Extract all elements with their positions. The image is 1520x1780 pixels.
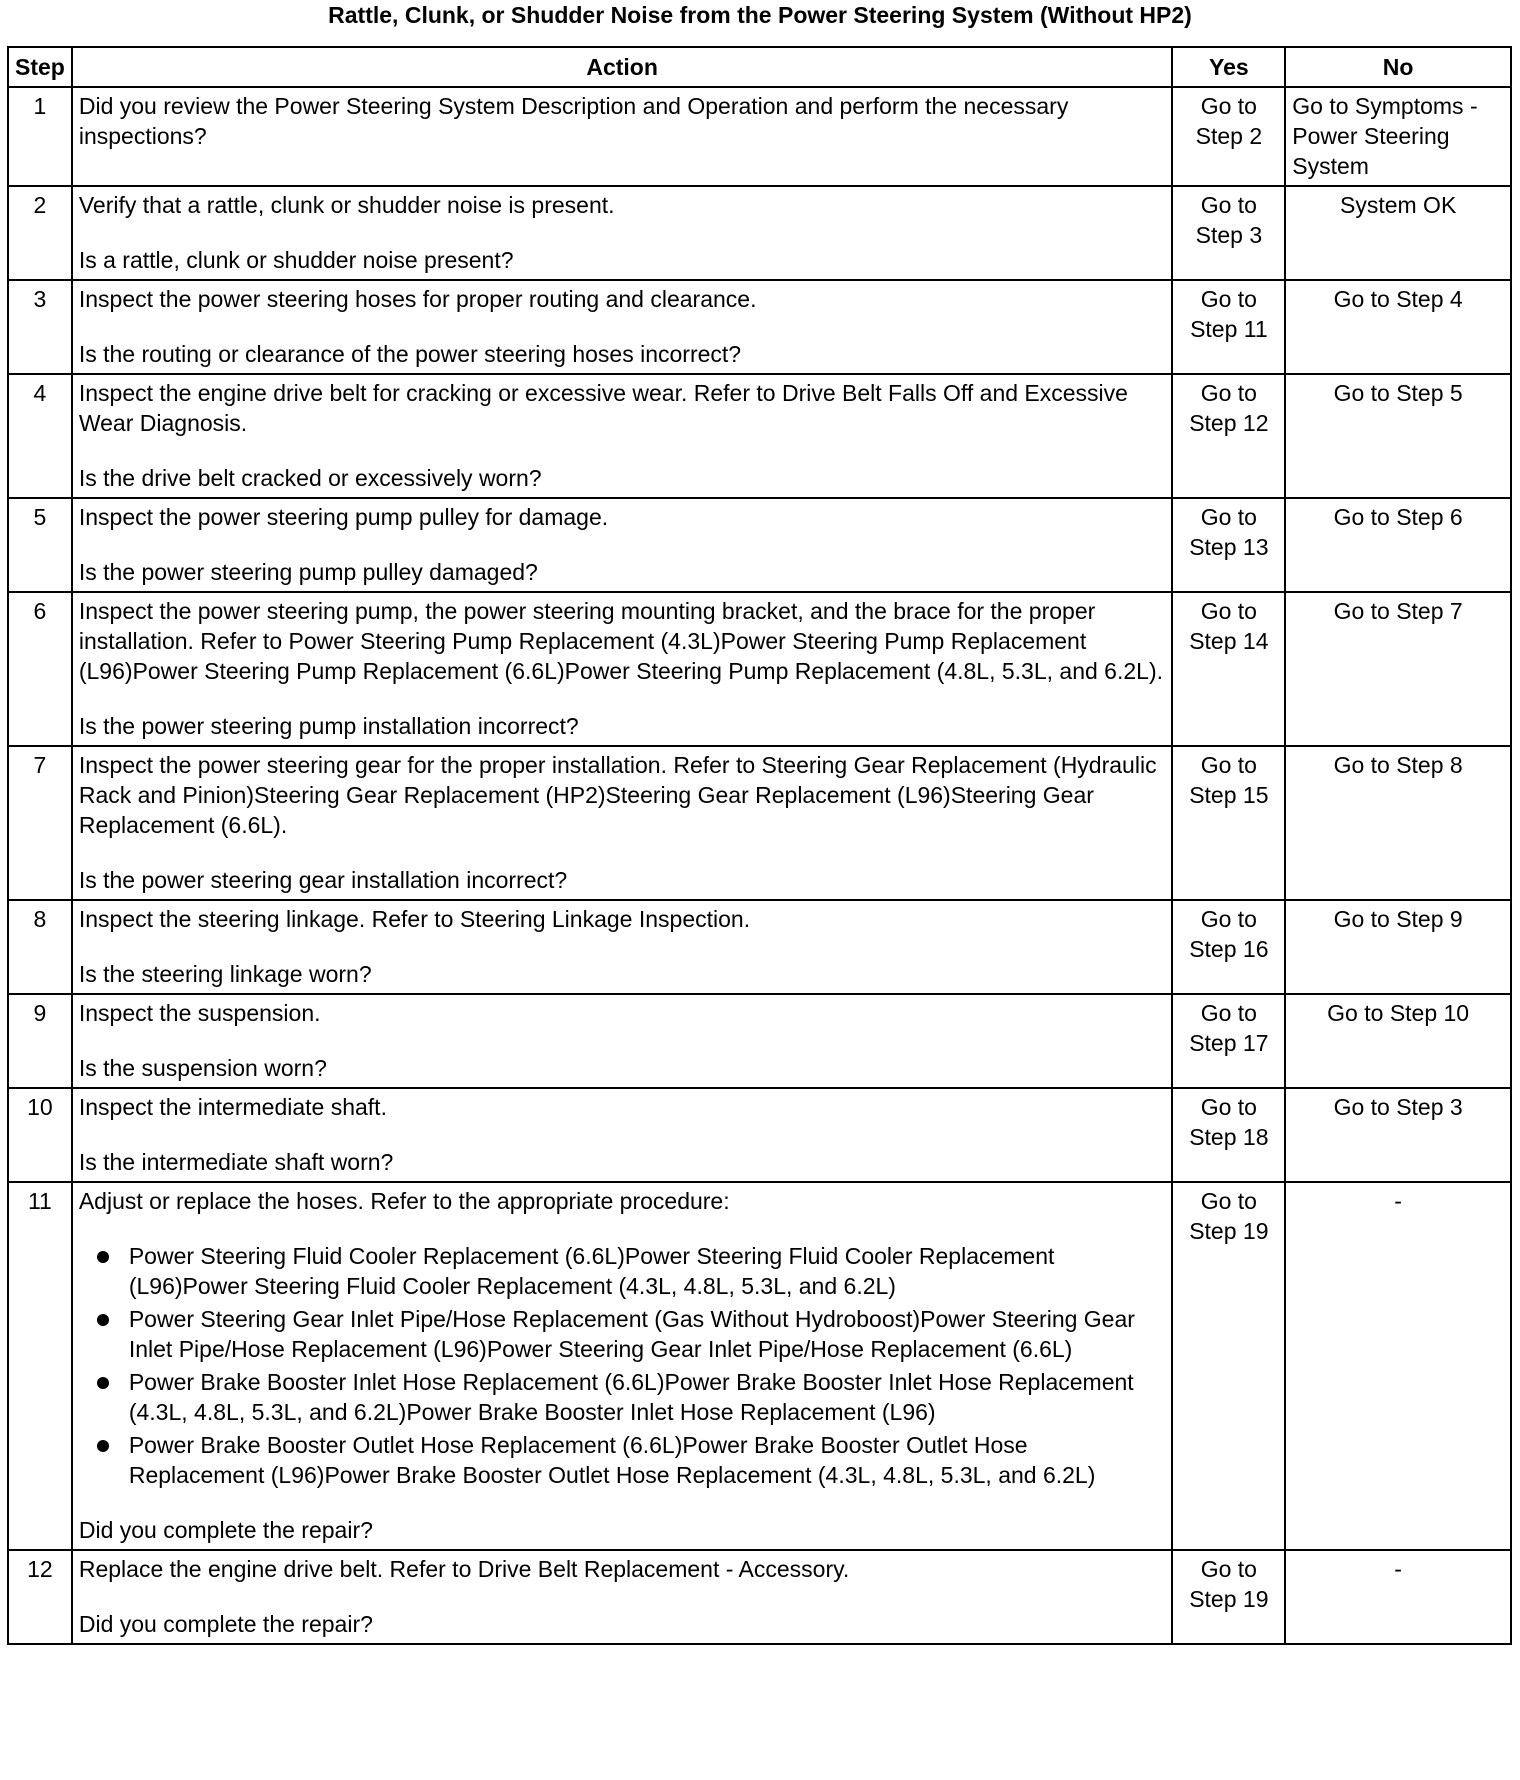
no-cell: System OK <box>1285 186 1511 280</box>
action-question: Is the power steering pump pulley damaged? <box>78 559 538 585</box>
table-header-row <box>8 47 1511 87</box>
action-text: Inspect the power steering pump pulley for damage. <box>78 504 609 530</box>
action-text: Replace the engine drive belt. Refer to Drive Belt Replacement - Accessory. <box>78 1556 850 1582</box>
action-cell <box>72 994 1173 1088</box>
table-row <box>8 87 1511 186</box>
procedure-text: Power Brake Booster Outlet Hose Replacement (6.6L)Power Brake Booster Outlet Hose Replacement (L96)Power Brake Booster Outlet Hose Replacement (4.3L, 4.8L, 5.3L, and 6.2L) <box>128 1432 1096 1488</box>
table-row <box>8 1550 1511 1644</box>
page-title: Rattle, Clunk, or Shudder Noise from the Power Steering System (Without HP2) <box>328 2 1192 28</box>
diagnostic-table <box>7 46 1512 1645</box>
action-cell <box>72 1182 1173 1550</box>
action-text: Inspect the power steering pump, the power steering mounting bracket, and the brace for the proper installation. Refer to Power Steering Pump Replacement (4.3L)Power Steering Pump Replacement (L96)Power Steering Pump Replacement (6.6L)Power Steering Pump Replacement (4.8L, 5.3L, and 6.2L). <box>78 598 1163 684</box>
table-row <box>8 746 1511 900</box>
action-text: Inspect the engine drive belt for cracking or excessive wear. Refer to Drive Belt Falls Off and Excessive Wear Diagnosis. <box>78 380 1128 436</box>
yes-cell: Go to Step 3 <box>1172 186 1285 280</box>
table-row <box>8 186 1511 280</box>
action-cell <box>72 280 1173 374</box>
action-question: Is the power steering pump installation incorrect? <box>78 713 579 739</box>
column-header-yes: Yes <box>1172 47 1285 87</box>
step-number: 9 <box>8 994 72 1088</box>
no-cell: Go to Step 3 <box>1285 1088 1511 1182</box>
step-number: 12 <box>8 1550 72 1644</box>
bullet-icon <box>97 1314 109 1326</box>
yes-cell: Go to Step 19 <box>1172 1550 1285 1644</box>
action-question: Is the drive belt cracked or excessively worn? <box>78 465 542 491</box>
no-cell: Go to Step 5 <box>1285 374 1511 498</box>
procedure-text: Power Steering Gear Inlet Pipe/Hose Replacement (Gas Without Hydroboost)Power Steering Gear Inlet Pipe/Hose Replacement (L96)Power Steering Gear Inlet Pipe/Hose Replacement (6.6L) <box>128 1306 1135 1362</box>
action-cell <box>72 592 1173 746</box>
yes-cell: Go to Step 2 <box>1172 87 1285 186</box>
bullet-icon <box>97 1377 109 1389</box>
step-number: 6 <box>8 592 72 746</box>
action-text: Did you review the Power Steering System Description and Operation and perform the necessary inspections? <box>78 93 1069 149</box>
step-number: 5 <box>8 498 72 592</box>
no-cell: Go to Step 9 <box>1285 900 1511 994</box>
no-cell: Go to Step 8 <box>1285 746 1511 900</box>
no-cell: Go to Symptoms - Power Steering System <box>1285 87 1511 186</box>
step-number: 8 <box>8 900 72 994</box>
no-cell: Go to Step 7 <box>1285 592 1511 746</box>
procedure-list <box>79 1241 1166 1490</box>
list-item <box>79 1367 1166 1427</box>
no-cell: Go to Step 4 <box>1285 280 1511 374</box>
action-question: Did you complete the repair? <box>78 1517 373 1543</box>
action-question: Is the intermediate shaft worn? <box>78 1149 394 1175</box>
bullet-icon <box>97 1251 109 1263</box>
action-question: Is a rattle, clunk or shudder noise present? <box>78 247 514 273</box>
list-item <box>79 1241 1166 1301</box>
action-question: Is the suspension worn? <box>78 1055 327 1081</box>
action-question: Is the steering linkage worn? <box>78 961 372 987</box>
no-cell: - <box>1285 1182 1511 1550</box>
action-cell <box>72 186 1173 280</box>
table-row <box>8 592 1511 746</box>
no-cell: - <box>1285 1550 1511 1644</box>
action-text: Inspect the suspension. <box>78 1000 321 1026</box>
no-cell: Go to Step 6 <box>1285 498 1511 592</box>
action-cell <box>72 87 1173 186</box>
table-row <box>8 498 1511 592</box>
procedure-text: Power Steering Fluid Cooler Replacement (6.6L)Power Steering Fluid Cooler Replacement (L96)Power Steering Fluid Cooler Replacement (4.3L, 4.8L, 5.3L, and 6.2L) <box>128 1243 1055 1299</box>
action-question: Is the power steering gear installation incorrect? <box>78 867 568 893</box>
action-text: Inspect the power steering gear for the proper installation. Refer to Steering Gear Replacement (Hydraulic Rack and Pinion)Steering Gear Replacement (HP2)Steering Gear Replacement (L96)Steering Gear Replacement (6.6L). <box>78 752 1157 838</box>
step-number: 11 <box>8 1182 72 1550</box>
procedure-text: Power Brake Booster Inlet Hose Replacement (6.6L)Power Brake Booster Inlet Hose Replacement (4.3L, 4.8L, 5.3L, and 6.2L)Power Brake Booster Inlet Hose Replacement (L96) <box>128 1369 1134 1425</box>
column-header-step: Step <box>8 47 72 87</box>
table-row <box>8 1182 1511 1550</box>
action-cell <box>72 498 1173 592</box>
list-item <box>79 1304 1166 1364</box>
yes-cell: Go to Step 15 <box>1172 746 1285 900</box>
yes-cell: Go to Step 14 <box>1172 592 1285 746</box>
action-text: Inspect the steering linkage. Refer to Steering Linkage Inspection. <box>78 906 751 932</box>
yes-cell: Go to Step 11 <box>1172 280 1285 374</box>
action-cell <box>72 900 1173 994</box>
action-question: Is the routing or clearance of the power steering hoses incorrect? <box>78 341 742 367</box>
action-cell <box>72 374 1173 498</box>
table-row <box>8 994 1511 1088</box>
action-text: Adjust or replace the hoses. Refer to the appropriate procedure: <box>78 1188 730 1214</box>
step-number: 10 <box>8 1088 72 1182</box>
step-number: 3 <box>8 280 72 374</box>
list-item <box>79 1430 1166 1490</box>
no-cell: Go to Step 10 <box>1285 994 1511 1088</box>
step-number: 1 <box>8 87 72 186</box>
bullet-icon <box>97 1440 109 1452</box>
action-text: Verify that a rattle, clunk or shudder noise is present. <box>78 192 615 218</box>
step-number: 4 <box>8 374 72 498</box>
action-cell <box>72 1088 1173 1182</box>
yes-cell: Go to Step 13 <box>1172 498 1285 592</box>
column-header-action: Action <box>72 47 1173 87</box>
yes-cell: Go to Step 12 <box>1172 374 1285 498</box>
table-row <box>8 1088 1511 1182</box>
yes-cell: Go to Step 19 <box>1172 1182 1285 1550</box>
table-row <box>8 374 1511 498</box>
step-number: 2 <box>8 186 72 280</box>
table-row <box>8 280 1511 374</box>
action-cell <box>72 1550 1173 1644</box>
step-number: 7 <box>8 746 72 900</box>
yes-cell: Go to Step 16 <box>1172 900 1285 994</box>
yes-cell: Go to Step 18 <box>1172 1088 1285 1182</box>
action-question: Did you complete the repair? <box>78 1611 373 1637</box>
column-header-no: No <box>1285 47 1511 87</box>
table-row <box>8 900 1511 994</box>
yes-cell: Go to Step 17 <box>1172 994 1285 1088</box>
action-cell <box>72 746 1173 900</box>
action-text: Inspect the power steering hoses for proper routing and clearance. <box>78 286 757 312</box>
action-text: Inspect the intermediate shaft. <box>78 1094 387 1120</box>
